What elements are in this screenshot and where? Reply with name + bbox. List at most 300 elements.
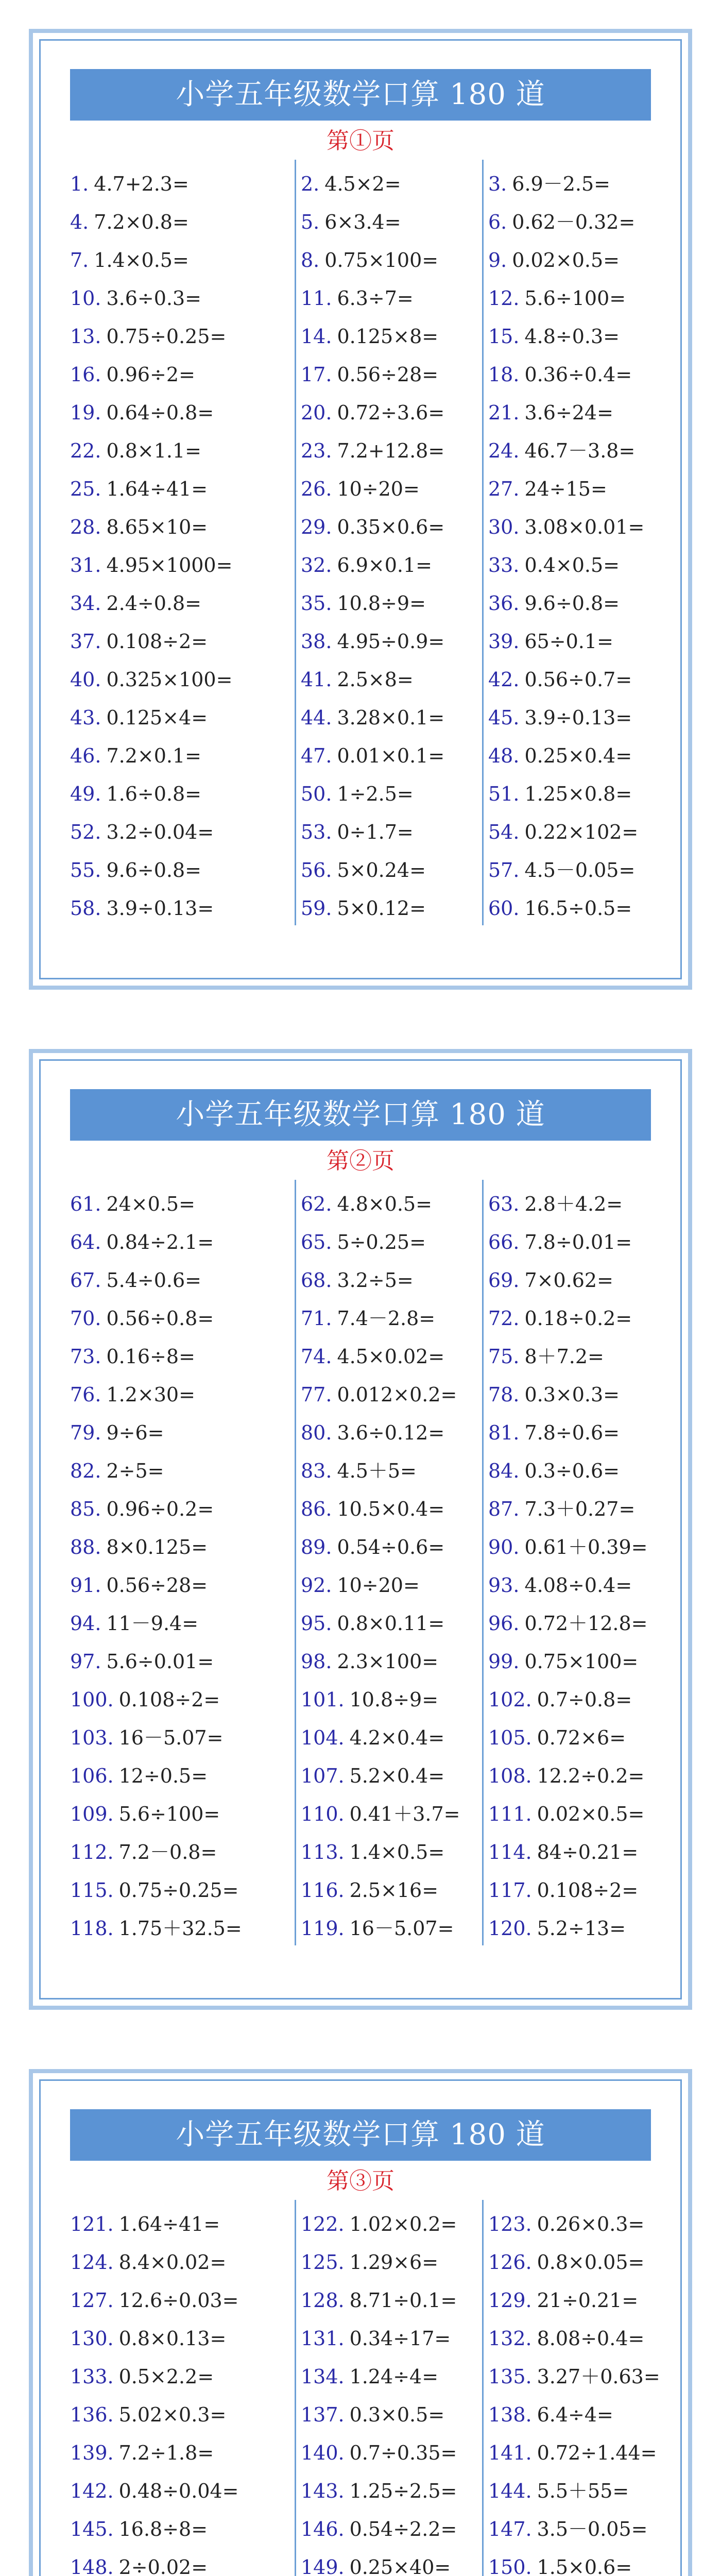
- problem-item: [488, 1566, 632, 1604]
- problem-item: [301, 1528, 444, 1566]
- problem-item: [488, 889, 632, 927]
- problem-number: 94.: [70, 1612, 101, 1635]
- problem-item: [70, 1642, 214, 1681]
- problem-number: 112.: [70, 1841, 114, 1863]
- problem-expression: 7.2－0.8=: [118, 1841, 217, 1863]
- problem-number: 99.: [488, 1650, 520, 1673]
- problem-expression: 5.2÷13=: [537, 1917, 626, 1940]
- problem-expression: 1.29×6=: [349, 2251, 439, 2274]
- problem-number: 90.: [488, 1536, 520, 1558]
- problem-item: [301, 1337, 444, 1376]
- problem-number: 75.: [488, 1345, 520, 1368]
- problem-expression: 0.41＋3.7=: [349, 1803, 460, 1825]
- problem-expression: 2.3×100=: [337, 1650, 439, 1673]
- problem-number: 147.: [488, 2518, 532, 2540]
- problem-item: [488, 775, 632, 813]
- problem-number: 123.: [488, 2213, 532, 2235]
- problem-number: 35.: [301, 592, 332, 615]
- problem-number: 85.: [70, 1498, 101, 1520]
- problem-item: [488, 2548, 632, 2576]
- problem-expression: 65÷0.1=: [524, 630, 613, 653]
- problem-expression: 5.2×0.4=: [349, 1765, 445, 1787]
- column-divider: [295, 1180, 296, 1945]
- problem-item: [301, 394, 444, 432]
- problem-number: 60.: [488, 897, 520, 920]
- problem-expression: 5.6÷100=: [524, 287, 626, 310]
- problem-item: [70, 1490, 214, 1528]
- problem-expression: 0.8×0.13=: [118, 2327, 227, 2350]
- problem-number: 80.: [301, 1421, 332, 1444]
- column-divider: [482, 2200, 484, 2576]
- problem-item: [70, 699, 208, 737]
- problem-number: 26.: [301, 478, 332, 500]
- problem-number: 30.: [488, 516, 520, 538]
- problem-number: 133.: [70, 2365, 114, 2388]
- problem-item: [488, 508, 644, 546]
- problem-item: [301, 2472, 457, 2510]
- problem-item: [70, 1757, 208, 1795]
- problem-expression: 2.4÷0.8=: [106, 592, 201, 615]
- problem-item: [488, 1604, 648, 1642]
- problem-expression: 0.108÷2=: [537, 1879, 639, 1902]
- problem-expression: 1.5×0.6=: [537, 2556, 632, 2576]
- problem-number: 23.: [301, 439, 332, 462]
- problem-number: 109.: [70, 1803, 114, 1825]
- problem-item: [488, 1490, 635, 1528]
- problem-number: 97.: [70, 1650, 101, 1673]
- problem-number: 71.: [301, 1307, 332, 1330]
- problem-item: [301, 622, 444, 660]
- problem-expression: 8×0.125=: [106, 1536, 208, 1558]
- problem-number: 11.: [301, 287, 332, 310]
- problem-item: [301, 851, 426, 889]
- problem-item: [70, 1909, 242, 1947]
- problem-number: 146.: [301, 2518, 345, 2540]
- problem-number: 145.: [70, 2518, 114, 2540]
- problem-number: 103.: [70, 1726, 114, 1749]
- problem-number: 88.: [70, 1536, 101, 1558]
- problem-number: 41.: [301, 668, 332, 691]
- problem-item: [70, 813, 214, 851]
- problem-expression: 0.3÷0.6=: [524, 1460, 620, 1482]
- problem-number: 144.: [488, 2480, 532, 2502]
- problem-expression: 0.108÷2=: [106, 630, 208, 653]
- problem-item: [70, 1299, 214, 1337]
- worksheet-page: [29, 29, 692, 990]
- problem-expression: 4.5×0.02=: [337, 1345, 445, 1368]
- problem-item: [70, 2205, 220, 2243]
- problem-number: 122.: [301, 2213, 345, 2235]
- problem-number: 53.: [301, 821, 332, 843]
- problem-item: [301, 775, 414, 813]
- problem-expression: 0.5×2.2=: [118, 2365, 214, 2388]
- problem-number: 131.: [301, 2327, 345, 2350]
- problem-number: 63.: [488, 1193, 520, 1215]
- problem-expression: 0.75×100=: [524, 1650, 639, 1673]
- problem-number: 115.: [70, 1879, 114, 1902]
- problem-item: [488, 1833, 638, 1871]
- problem-number: 84.: [488, 1460, 520, 1482]
- problem-number: 20.: [301, 401, 332, 424]
- problem-expression: 4.5×2=: [324, 173, 401, 195]
- problem-expression: 0.61＋0.39=: [524, 1536, 648, 1558]
- problem-expression: 1.64÷41=: [118, 2213, 220, 2235]
- problem-expression: 8.08÷0.4=: [537, 2327, 645, 2350]
- problem-expression: 0.3×0.3=: [524, 1383, 620, 1406]
- problem-number: 121.: [70, 2213, 114, 2235]
- problem-item: [488, 1871, 638, 1909]
- problem-item: [488, 1261, 613, 1299]
- problem-expression: 5.4÷0.6=: [106, 1269, 201, 1292]
- problem-number: 119.: [301, 1917, 345, 1940]
- problem-number: 38.: [301, 630, 332, 653]
- problem-number: 45.: [488, 706, 520, 729]
- problem-item: [488, 2319, 644, 2358]
- problem-number: 117.: [488, 1879, 532, 1902]
- problem-number: 19.: [70, 401, 101, 424]
- problem-number: 10.: [70, 287, 101, 310]
- problem-number: 81.: [488, 1421, 520, 1444]
- problem-item: [488, 203, 635, 241]
- problem-expression: 4.2×0.4=: [349, 1726, 445, 1749]
- problem-item: [488, 2510, 648, 2548]
- problem-expression: 10÷20=: [337, 1574, 420, 1597]
- problem-expression: 4.5＋5=: [337, 1460, 417, 1482]
- problem-item: [70, 2510, 208, 2548]
- problem-item: [488, 813, 638, 851]
- page-title: 小学五年级数学口算 180 道: [70, 1089, 651, 1141]
- problem-item: [488, 1757, 644, 1795]
- problem-item: [488, 2358, 660, 2396]
- problem-expression: 7.2×0.1=: [106, 744, 201, 767]
- problem-expression: 0.72÷3.6=: [337, 401, 445, 424]
- page-title: 小学五年级数学口算 180 道: [70, 2109, 651, 2161]
- problem-item: [301, 279, 414, 317]
- problem-number: 42.: [488, 668, 520, 691]
- problem-expression: 4.8×0.5=: [337, 1193, 432, 1215]
- problem-expression: 12.6÷0.03=: [118, 2289, 239, 2312]
- problem-item: [488, 279, 626, 317]
- problem-item: [301, 546, 432, 584]
- problem-item: [70, 1376, 195, 1414]
- problem-expression: 0.8×0.11=: [337, 1612, 445, 1635]
- problem-number: 92.: [301, 1574, 332, 1597]
- problem-number: 150.: [488, 2556, 532, 2576]
- problem-number: 127.: [70, 2289, 114, 2312]
- problem-item: [301, 2205, 457, 2243]
- problem-expression: 0.62－0.32=: [512, 211, 636, 233]
- problem-expression: 9.6÷0.8=: [106, 859, 201, 882]
- problem-expression: 4.5－0.05=: [524, 859, 636, 882]
- problem-number: 82.: [70, 1460, 101, 1482]
- problem-expression: 3.6÷24=: [524, 401, 613, 424]
- problem-item: [70, 508, 208, 546]
- problem-number: 49.: [70, 783, 101, 805]
- problem-number: 93.: [488, 1574, 520, 1597]
- problem-item: [301, 1604, 444, 1642]
- problem-expression: 12÷0.5=: [118, 1765, 208, 1787]
- problem-number: 4.: [70, 211, 89, 233]
- problem-expression: 0.84÷2.1=: [106, 1231, 214, 1253]
- problem-number: 51.: [488, 783, 520, 805]
- problem-expression: 3.28×0.1=: [337, 706, 445, 729]
- problem-expression: 3.9÷0.13=: [524, 706, 632, 729]
- problem-number: 95.: [301, 1612, 332, 1635]
- problem-expression: 10.5×0.4=: [337, 1498, 445, 1520]
- problem-expression: 8.65×10=: [106, 516, 208, 538]
- problem-number: 66.: [488, 1231, 520, 1253]
- column-divider: [295, 2200, 296, 2576]
- problem-item: [301, 660, 414, 699]
- problem-expression: 0.7÷0.8=: [537, 1688, 632, 1711]
- problem-number: 114.: [488, 1841, 532, 1863]
- problem-expression: 0.01×0.1=: [337, 744, 445, 767]
- problem-item: [70, 2548, 208, 2576]
- problem-item: [70, 241, 189, 279]
- problem-number: 68.: [301, 1269, 332, 1292]
- problem-item: [488, 355, 632, 394]
- problem-expression: 6×3.4=: [324, 211, 401, 233]
- problem-item: [301, 508, 444, 546]
- problem-item: [70, 889, 214, 927]
- problem-expression: 0.96÷0.2=: [106, 1498, 214, 1520]
- problem-item: [70, 1528, 208, 1566]
- problem-expression: 0.325×100=: [106, 668, 233, 691]
- problem-item: [301, 699, 444, 737]
- problem-expression: 0.3×0.5=: [349, 2403, 445, 2426]
- problem-expression: 5÷0.25=: [337, 1231, 426, 1253]
- problem-item: [488, 1414, 620, 1452]
- worksheet-page: [29, 1049, 692, 2010]
- problem-number: 118.: [70, 1917, 114, 1940]
- problem-expression: 7.8÷0.01=: [524, 1231, 632, 1253]
- problem-number: 14.: [301, 325, 332, 348]
- problem-item: [488, 394, 613, 432]
- problem-expression: 0.22×102=: [524, 821, 639, 843]
- problem-item: [488, 851, 635, 889]
- problem-expression: 5×0.24=: [337, 859, 426, 882]
- problem-number: 108.: [488, 1765, 532, 1787]
- problem-item: [70, 622, 208, 660]
- problem-number: 16.: [70, 363, 101, 386]
- problem-number: 129.: [488, 2289, 532, 2312]
- problem-expression: 10.8÷9=: [349, 1688, 439, 1711]
- problem-number: 143.: [301, 2480, 345, 2502]
- problem-number: 6.: [488, 211, 507, 233]
- problem-number: 139.: [70, 2442, 114, 2464]
- problem-expression: 21÷0.21=: [537, 2289, 639, 2312]
- problem-number: 130.: [70, 2327, 114, 2350]
- problem-item: [301, 2548, 451, 2576]
- problem-number: 148.: [70, 2556, 114, 2576]
- page-number-label: 第②页: [327, 1148, 394, 1174]
- problem-item: [301, 317, 438, 355]
- problem-item: [301, 2396, 444, 2434]
- problem-number: 44.: [301, 706, 332, 729]
- problem-number: 46.: [70, 744, 101, 767]
- problem-number: 58.: [70, 897, 101, 920]
- problem-item: [301, 1757, 444, 1795]
- problem-item: [70, 2358, 214, 2396]
- problem-expression: 0.72×6=: [537, 1726, 626, 1749]
- problem-expression: 0.18÷0.2=: [524, 1307, 632, 1330]
- problem-item: [301, 737, 444, 775]
- problem-expression: 0.26×0.3=: [537, 2213, 645, 2235]
- problem-item: [70, 1871, 239, 1909]
- problem-number: 101.: [301, 1688, 345, 1711]
- problem-expression: 5.02×0.3=: [118, 2403, 227, 2426]
- problem-number: 72.: [488, 1307, 520, 1330]
- problem-item: [301, 1681, 438, 1719]
- problem-expression: 3.6÷0.12=: [337, 1421, 445, 1444]
- problem-item: [70, 1719, 223, 1757]
- problem-expression: 0.02×0.5=: [537, 1803, 645, 1825]
- problem-item: [70, 1681, 220, 1719]
- problem-number: 73.: [70, 1345, 101, 1368]
- problem-item: [488, 241, 620, 279]
- problem-item: [70, 165, 189, 203]
- problem-item: [70, 355, 195, 394]
- problem-expression: 9÷6=: [106, 1421, 164, 1444]
- problem-number: 132.: [488, 2327, 532, 2350]
- problem-number: 128.: [301, 2289, 345, 2312]
- problem-number: 62.: [301, 1193, 332, 1215]
- problem-number: 113.: [301, 1841, 345, 1863]
- problem-item: [488, 1337, 604, 1376]
- problem-expression: 4.95÷0.9=: [337, 630, 445, 653]
- problem-expression: 6.3÷7=: [337, 287, 414, 310]
- problem-number: 83.: [301, 1460, 332, 1482]
- problem-expression: 11－9.4=: [106, 1612, 199, 1635]
- problem-number: 34.: [70, 592, 101, 615]
- problem-expression: 10÷20=: [337, 478, 420, 500]
- problem-item: [301, 2243, 438, 2281]
- problem-expression: 0.56÷0.7=: [524, 668, 632, 691]
- problem-number: 43.: [70, 706, 101, 729]
- problem-number: 102.: [488, 1688, 532, 1711]
- problem-expression: 0.56÷28=: [106, 1574, 208, 1597]
- problem-number: 37.: [70, 630, 101, 653]
- problem-expression: 6.4÷4=: [537, 2403, 613, 2426]
- problem-expression: 3.2÷5=: [337, 1269, 414, 1292]
- problem-item: [488, 1376, 620, 1414]
- problem-number: 22.: [70, 439, 101, 462]
- problem-number: 140.: [301, 2442, 345, 2464]
- problem-number: 134.: [301, 2365, 345, 2388]
- problem-item: [301, 2281, 457, 2319]
- problem-number: 27.: [488, 478, 520, 500]
- problem-item: [301, 1376, 457, 1414]
- problem-expression: 1.4×0.5=: [94, 249, 189, 272]
- problem-number: 141.: [488, 2442, 532, 2464]
- problem-number: 36.: [488, 592, 520, 615]
- problem-number: 136.: [70, 2403, 114, 2426]
- problem-item: [488, 2205, 644, 2243]
- problem-expression: 0.125×8=: [337, 325, 439, 348]
- problem-expression: 0.56÷0.8=: [106, 1307, 214, 1330]
- problem-item: [488, 546, 620, 584]
- problem-number: 86.: [301, 1498, 332, 1520]
- problem-expression: 3.08×0.01=: [524, 516, 645, 538]
- problem-expression: 0.75×100=: [324, 249, 439, 272]
- problem-expression: 0.96÷2=: [106, 363, 195, 386]
- problem-number: 56.: [301, 859, 332, 882]
- problem-item: [301, 1566, 420, 1604]
- problem-number: 48.: [488, 744, 520, 767]
- problem-expression: 3.9÷0.13=: [106, 897, 214, 920]
- problem-item: [70, 2396, 226, 2434]
- problem-expression: 0.012×0.2=: [337, 1383, 457, 1406]
- problem-expression: 5.6÷100=: [118, 1803, 220, 1825]
- problem-item: [70, 1604, 198, 1642]
- problem-number: 89.: [301, 1536, 332, 1558]
- problem-item: [301, 1795, 460, 1833]
- problem-expression: 0.34÷17=: [349, 2327, 451, 2350]
- problem-number: 39.: [488, 630, 520, 653]
- problem-item: [70, 317, 226, 355]
- problem-number: 1.: [70, 173, 89, 195]
- problem-expression: 7.2+12.8=: [337, 439, 445, 462]
- problem-expression: 7.4－2.8=: [337, 1307, 436, 1330]
- page-number-label: 第①页: [327, 128, 394, 154]
- column-divider: [295, 160, 296, 925]
- problem-number: 54.: [488, 821, 520, 843]
- problem-item: [301, 1223, 426, 1261]
- problem-item: [70, 584, 201, 622]
- problem-expression: 0.54÷2.2=: [349, 2518, 457, 2540]
- problem-item: [488, 1452, 620, 1490]
- problem-item: [301, 2358, 438, 2396]
- problem-item: [70, 1833, 217, 1871]
- problem-number: 57.: [488, 859, 520, 882]
- problem-item: [488, 2243, 644, 2281]
- problem-number: 125.: [301, 2251, 345, 2274]
- problem-expression: 3.27＋0.63=: [537, 2365, 660, 2388]
- problem-item: [301, 813, 414, 851]
- problem-number: 91.: [70, 1574, 101, 1597]
- problem-expression: 46.7－3.8=: [524, 439, 636, 462]
- problem-item: [70, 1452, 164, 1490]
- problem-number: 33.: [488, 554, 520, 577]
- problem-item: [488, 432, 635, 470]
- problem-item: [70, 737, 201, 775]
- problem-item: [301, 1452, 417, 1490]
- problem-item: [70, 1337, 195, 1376]
- page-number-label: 第③页: [327, 2168, 394, 2194]
- problem-number: 15.: [488, 325, 520, 348]
- problem-expression: 16.5÷0.5=: [524, 897, 632, 920]
- problem-expression: 1.24÷4=: [349, 2365, 439, 2388]
- problem-expression: 7.3＋0.27=: [524, 1498, 636, 1520]
- problem-item: [301, 165, 401, 203]
- problem-number: 120.: [488, 1917, 532, 1940]
- problem-expression: 1.75＋32.5=: [118, 1917, 242, 1940]
- problem-number: 138.: [488, 2403, 532, 2426]
- problem-expression: 7.2×0.8=: [94, 211, 189, 233]
- problem-number: 28.: [70, 516, 101, 538]
- problem-item: [70, 203, 189, 241]
- problem-item: [301, 355, 438, 394]
- problem-expression: 2.5×8=: [337, 668, 414, 691]
- problem-expression: 2÷0.02=: [118, 2556, 208, 2576]
- problem-item: [488, 470, 607, 508]
- problem-item: [488, 2472, 629, 2510]
- problem-expression: 1.64÷41=: [106, 478, 208, 500]
- problem-item: [301, 470, 420, 508]
- problem-expression: 1.25÷2.5=: [349, 2480, 457, 2502]
- problem-expression: 3.6÷0.3=: [106, 287, 201, 310]
- problem-number: 8.: [301, 249, 320, 272]
